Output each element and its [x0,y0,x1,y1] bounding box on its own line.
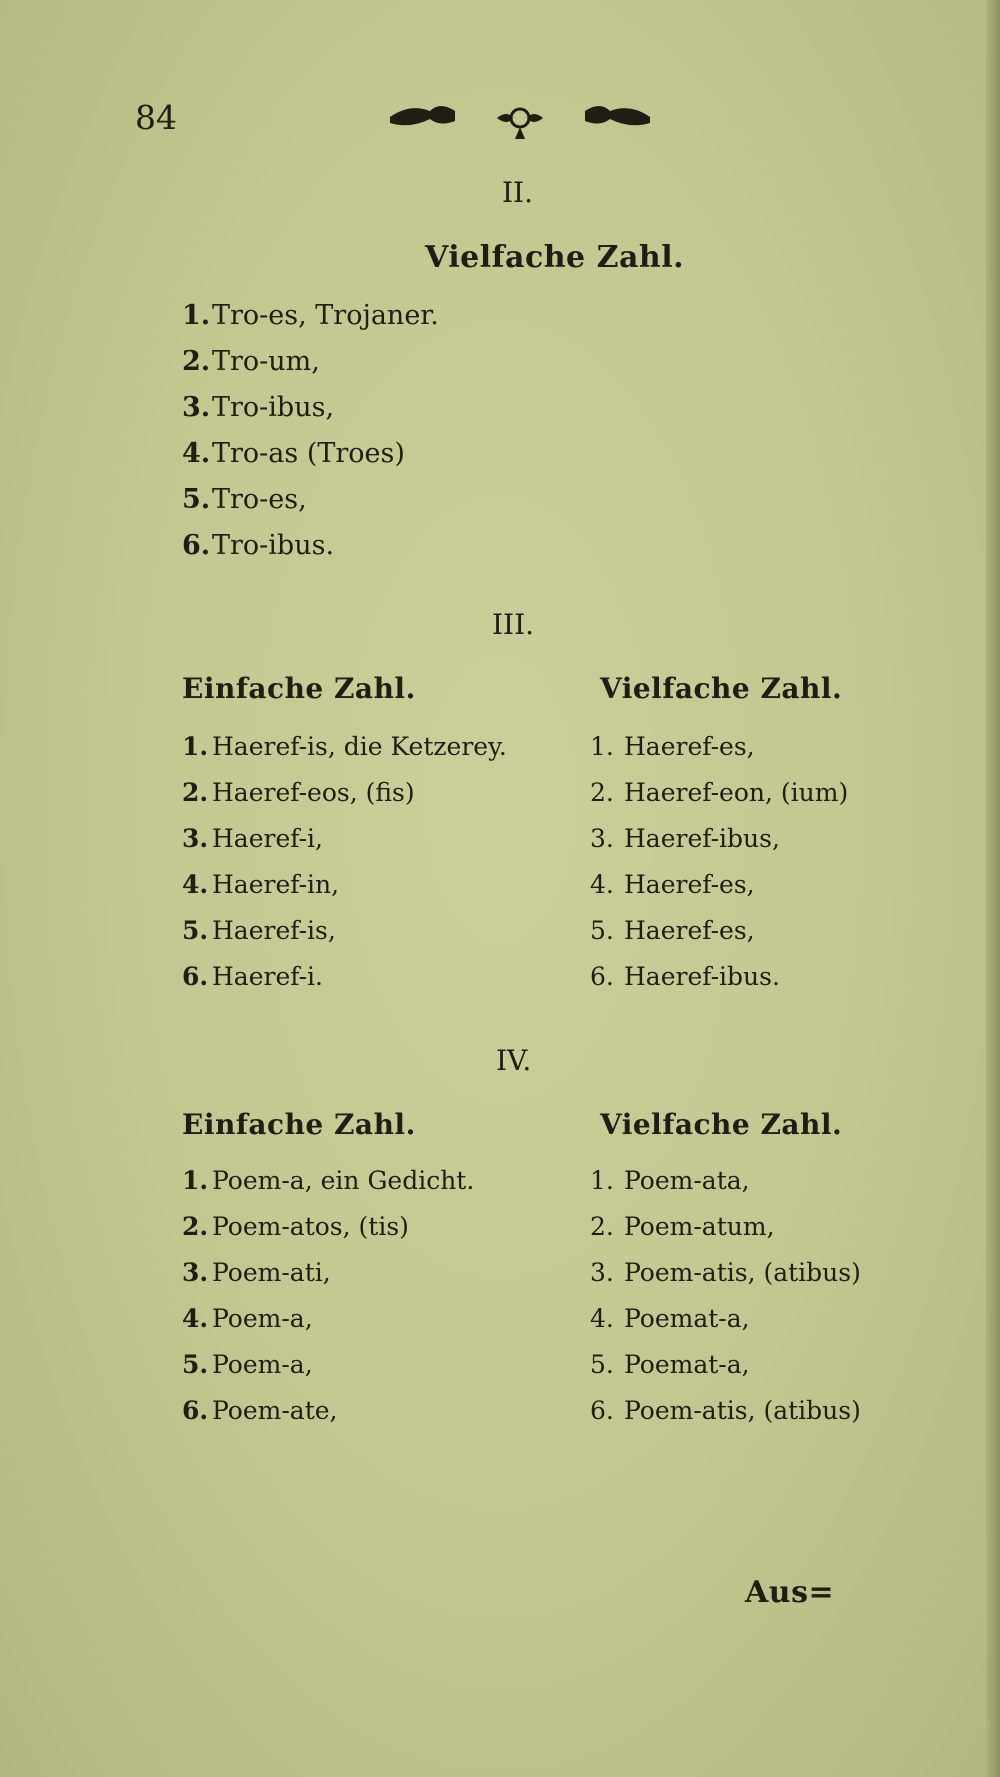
item-number: 4. [182,438,211,469]
item-text: Poemat-a, [624,1350,750,1379]
item-number: 4. [590,870,614,899]
item-text: Haeref-i, [212,824,323,853]
item-number: 4. [182,1304,209,1333]
list-item [590,916,755,945]
item-text: Poemat-a, [624,1304,750,1333]
item-number: 6. [590,1396,614,1425]
item-number: 6. [182,1396,209,1425]
list-item [182,530,334,561]
item-text: Tro-es, Trojaner. [212,300,439,331]
list-item [182,916,336,945]
item-text: Haeref-in, [212,870,340,899]
list-item [182,1166,474,1195]
list-item [182,1304,313,1333]
list-item [182,1258,331,1287]
list-item [182,1350,313,1379]
list-item [182,1212,409,1241]
item-number: 3. [182,1258,209,1287]
item-text: Haeref-is, die Ketzerey. [212,732,507,761]
item-number: 3. [182,392,211,423]
item-text: Haeref-es, [624,916,755,945]
list-item [182,438,405,469]
list-item [590,778,848,807]
section-3-right-heading: Vielfache Zahl. [600,672,843,705]
item-text: Tro-es, [212,484,307,515]
item-number: 2. [182,1212,209,1241]
item-number: 2. [182,346,211,377]
item-text: Haeref-ibus, [624,824,780,853]
list-item [590,1396,861,1425]
item-text: Poem-atos, (tis) [212,1212,409,1241]
item-number: 1. [182,300,211,331]
item-text: Poem-atis, (atibus) [624,1396,861,1425]
item-number: 5. [590,916,614,945]
item-number: 5. [590,1350,614,1379]
item-number: 3. [590,824,614,853]
item-number: 5. [182,484,211,515]
item-number: 2. [590,778,614,807]
item-text: Poem-ata, [624,1166,750,1195]
section-4-left-heading: Einfache Zahl. [182,1108,416,1141]
list-item [182,778,415,807]
item-text: Tro-as (Troes) [212,438,405,469]
item-text: Poem-ate, [212,1396,338,1425]
item-number: 2. [590,1212,614,1241]
list-item [182,962,323,991]
header-ornament [385,95,655,145]
list-item [590,1166,750,1195]
list-item [182,732,507,761]
item-number: 5. [182,1350,209,1379]
list-item [182,346,320,377]
item-text: Poem-atis, (atibus) [624,1258,861,1287]
list-item [590,1350,750,1379]
item-number: 1. [182,1166,209,1195]
section-2-numeral: II. [502,176,534,209]
item-number: 6. [182,962,209,991]
item-text: Poem-ati, [212,1258,331,1287]
list-item [182,870,339,899]
list-item [182,824,323,853]
item-number: 1. [590,1166,614,1195]
item-text: Haeref-eos, (fis) [212,778,415,807]
page-edge [986,0,1000,1777]
item-text: Poem-a, [212,1350,313,1379]
item-text: Haeref-ibus. [624,962,780,991]
item-number: 4. [182,870,209,899]
item-number: 2. [182,778,209,807]
list-item [590,962,780,991]
item-text: Haeref-i. [212,962,323,991]
item-text: Tro-ibus. [212,530,335,561]
item-text: Haeref-is, [212,916,336,945]
item-number: 6. [182,530,211,561]
list-item [182,484,307,515]
item-text: Haeref-es, [624,732,755,761]
section-2-heading: Vielfache Zahl. [425,240,685,275]
list-item [590,732,755,761]
list-item [182,300,439,331]
item-text: Poem-a, ein Gedicht. [212,1166,475,1195]
list-item [590,1258,861,1287]
list-item [590,870,755,899]
item-number: 3. [182,824,209,853]
item-text: Poem-atum, [624,1212,775,1241]
item-text: Tro-ibus, [212,392,335,423]
section-3-left-heading: Einfache Zahl. [182,672,416,705]
item-number: 1. [182,732,209,761]
catchword: Aus= [745,1575,835,1610]
item-text: Haeref-eon, (ium) [624,778,849,807]
page-number: 84 [135,98,177,137]
list-item [590,1212,775,1241]
section-4-right-heading: Vielfache Zahl. [600,1108,843,1141]
section-3-numeral: III. [492,608,535,641]
item-number: 6. [590,962,614,991]
section-4-numeral: IV. [496,1044,532,1077]
item-text: Poem-a, [212,1304,313,1333]
list-item [182,1396,338,1425]
list-item [182,392,334,423]
list-item [590,1304,750,1333]
item-text: Tro-um, [212,346,320,377]
item-number: 4. [590,1304,614,1333]
item-number: 3. [590,1258,614,1287]
item-number: 1. [590,732,614,761]
item-number: 5. [182,916,209,945]
list-item [590,824,780,853]
item-text: Haeref-es, [624,870,755,899]
